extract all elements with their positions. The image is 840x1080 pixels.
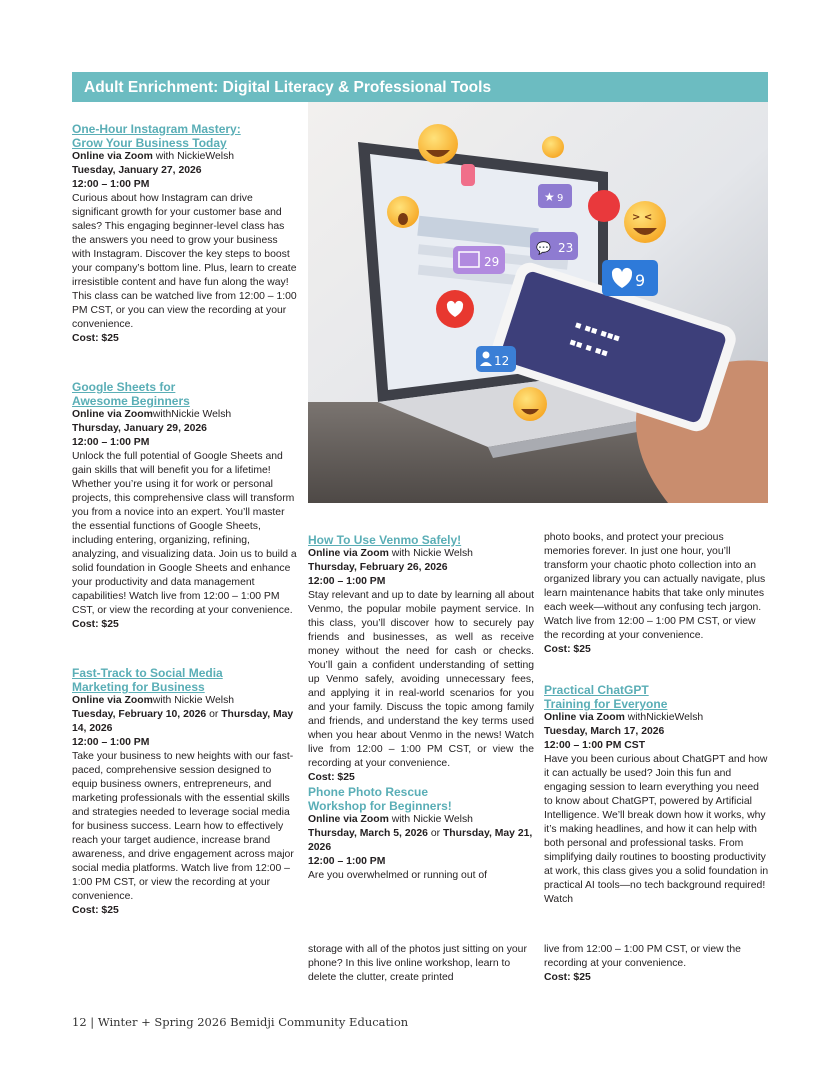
course-time: 12:00 – 1:00 PM [72, 437, 150, 448]
course-instructor: withNickie Welsh [152, 409, 232, 420]
heart-eyes-emoji-icon [542, 136, 564, 158]
course-date: Thursday, March 5, 2026 [308, 828, 428, 839]
course-format: Online via Zoom [72, 695, 153, 706]
course-instructor: with Nickie Welsh [388, 814, 473, 825]
section-banner [72, 72, 768, 102]
chat-notification-icon [530, 232, 578, 260]
course-chatgpt [544, 683, 770, 907]
user-count: 12 [494, 354, 510, 368]
course-date: Thursday, May 21, 2026 [308, 828, 533, 853]
course-instructor: with Nickie Welsh [388, 548, 473, 559]
laptop-phone-social-photo [308, 102, 768, 503]
footer-publication: Winter + Spring 2026 Bemidji Community Education [97, 1015, 409, 1029]
svg-text:▪▪ ▪ ▪▪: ▪▪ ▪ ▪▪ [567, 336, 610, 360]
course-photo [308, 785, 534, 883]
course-description: Are you overwhelmed or running out of [308, 870, 488, 881]
course-cost: Cost: $25 [544, 644, 591, 655]
laughing-emoji-icon [418, 124, 458, 164]
smiling-emoji-icon [513, 387, 547, 421]
course-time: 12:00 – 1:00 PM CST [544, 740, 646, 751]
photo-desc-continued [308, 943, 534, 985]
course-title-line[interactable]: Training for Everyone [544, 697, 668, 711]
course-instructor: withNickieWelsh [624, 712, 704, 723]
course-date: Tuesday, March 17, 2026 [544, 726, 665, 737]
course-cost: Cost: $25 [72, 333, 119, 344]
chat-count: 23 [558, 241, 574, 255]
course-date: Thursday, May 14, 2026 [72, 709, 294, 734]
course-cost: Cost: $25 [72, 619, 119, 630]
course-title[interactable]: How To Use Venmo Safely! [308, 533, 462, 547]
course-time: 12:00 – 1:00 PM [72, 179, 150, 190]
course-cost: Cost: $25 [544, 972, 591, 983]
course-cost: Cost: $25 [308, 772, 355, 783]
mail-notification-icon [453, 246, 505, 274]
course-format: Online via Zoom [72, 151, 153, 162]
course-title-line[interactable]: One-Hour Instagram Mastery: [72, 122, 241, 136]
middle-column [308, 533, 534, 883]
svg-text:▪ ▪▪ ▪▪▪: ▪ ▪▪ ▪▪▪ [573, 319, 622, 345]
course-sheets [72, 380, 298, 632]
course-description: Curious about how Instagram can drive significant growth for your customer base and sales? This engaging beginner-level class has the answers you need to grow your business with Instagram. Discover the key steps to boost your company’s bottom line. Plus, learn to create irresistible content and have fun along the way! This class can be watched live from 12:00 – 1:00 PM CST, or you can view the recording at your convenience. [72, 193, 297, 330]
grinning-emoji-icon [624, 201, 666, 243]
star-count: 9 [557, 193, 564, 204]
course-title-line[interactable]: Awesome Beginners [72, 394, 190, 408]
left-column [72, 122, 298, 918]
like-notification-icon [602, 260, 658, 296]
course-description: Take your business to new heights with our fast-paced, comprehensive session designed to equip business owners, entrepreneurs, and marketing professionals with the essential skills and strategies needed to leverage social media for business success. Learn how to effectively reach your target audience, increase brand awareness, and drive engagement across major social media platforms. Watch live from 12:00 – 1:00 PM CST, or view the recording at your convenience. [72, 751, 294, 902]
footer-separator: | [90, 1015, 95, 1029]
star-notification-icon [538, 184, 572, 208]
course-description: Stay relevant and up to date by learning all about Venmo, the popular mobile payment service. In this class, you’ll discover how to securely pay friends and businesses, as well as receive money without the need for cash or checks. You’ll gain a confident understanding of setting up Venmo safely, avoiding unnecessary fees, and applying it in real-world scenarios for you and your family. Discuss the topic among family and friends, and understand the key terms used when you hear about Venmo in the news! Watch live from 12:00 – 1:00 PM CST, or view the recording at your convenience. [308, 590, 534, 769]
course-date: Tuesday, February 10, 2026 [72, 709, 207, 720]
course-title-line[interactable]: Fast-Track to Social Media [72, 666, 223, 680]
course-instructor: with Nickie Welsh [152, 695, 235, 706]
user-notification-icon [476, 346, 516, 372]
course-format: Online via Zoom [544, 712, 625, 723]
course-title-line[interactable]: Phone Photo Rescue [308, 785, 429, 799]
like-count: 9 [635, 271, 646, 290]
course-date: Tuesday, January 27, 2026 [72, 165, 202, 176]
course-date: Thursday, January 29, 2026 [72, 423, 207, 434]
section-title: Adult Enrichment: Digital Literacy & Professional Tools [84, 79, 492, 96]
course-title-line[interactable]: Marketing for Business [72, 680, 205, 694]
svg-text:💬: 💬 [536, 241, 551, 255]
svg-text:★: ★ [544, 190, 555, 204]
course-social [72, 666, 298, 918]
date-or: or [206, 709, 222, 720]
course-format: Online via Zoom [308, 548, 389, 559]
course-format: Online via Zoom [72, 409, 153, 420]
chatgpt-desc-continued [544, 943, 770, 985]
course-time: 12:00 – 1:00 PM [308, 576, 386, 587]
mail-count: 29 [484, 255, 500, 269]
right-column [544, 531, 770, 907]
course-description: storage with all of the photos just sitting on your phone? In this live online workshop, learn to delete the clutter, create printed [308, 944, 527, 983]
course-description: live from 12:00 – 1:00 PM CST, or view the recording at your convenience. [544, 944, 741, 969]
course-title-line[interactable]: Workshop for Beginners! [308, 799, 452, 813]
course-description: Have you been curious about ChatGPT and how it can actually be used? Join this fun and engaging session to learn everything you need to know about ChatGPT, powered by Artificial Intelligence. We’ll break down how it works, why it’s making headlines, and how it can help with both personal and professional tasks. From simplifying daily routines to boosting productivity at work, this class gives you a solid foundation in practical AI tools—no tech background required! Watch [544, 754, 769, 905]
course-title-line[interactable]: Google Sheets for [72, 380, 176, 394]
course-description: Unlock the full potential of Google Sheets and gain skills that will benefit you for a lifetime! Whether you’re using it for work or personal projects, this comprehensive class will transform you from a novice into an expert. You’ll master the essential functions of Google Sheets, including entering, organizing, refining, analyzing, and visualizing data. Join us to build a solid foundation in Google Sheets and enhance your productivity and data management capabilities! Watch live from 12:00 – 1:00 PM CST, or view the recording at your convenience. [72, 451, 297, 616]
course-time: 12:00 – 1:00 PM [72, 737, 150, 748]
course-instagram [72, 122, 298, 346]
course-instructor: with NickieWelsh [152, 151, 235, 162]
svg-text:> <: > < [632, 212, 653, 223]
course-title-line[interactable]: Grow Your Business Today [72, 136, 227, 150]
course-time: 12:00 – 1:00 PM [308, 856, 386, 867]
page-footer [72, 1015, 408, 1029]
course-title-line[interactable]: Practical ChatGPT [544, 683, 649, 697]
course-format: Online via Zoom [308, 814, 389, 825]
course-cost: Cost: $25 [72, 905, 119, 916]
date-or: or [427, 828, 443, 839]
course-date: Thursday, February 26, 2026 [308, 562, 448, 573]
shocked-emoji-icon [387, 196, 419, 228]
course-description: photo books, and protect your precious memories forever. In just one hour, you’ll transform your chaotic photo collection into an organized library you can actually navigate, plus learn maintenance habits that take only minutes each week—without any confusing tech jargon. Watch live from 12:00 – 1:00 PM CST, or view the recording at your convenience. [544, 532, 766, 641]
page-number: 12 [72, 1015, 87, 1029]
course-venmo [308, 533, 534, 785]
